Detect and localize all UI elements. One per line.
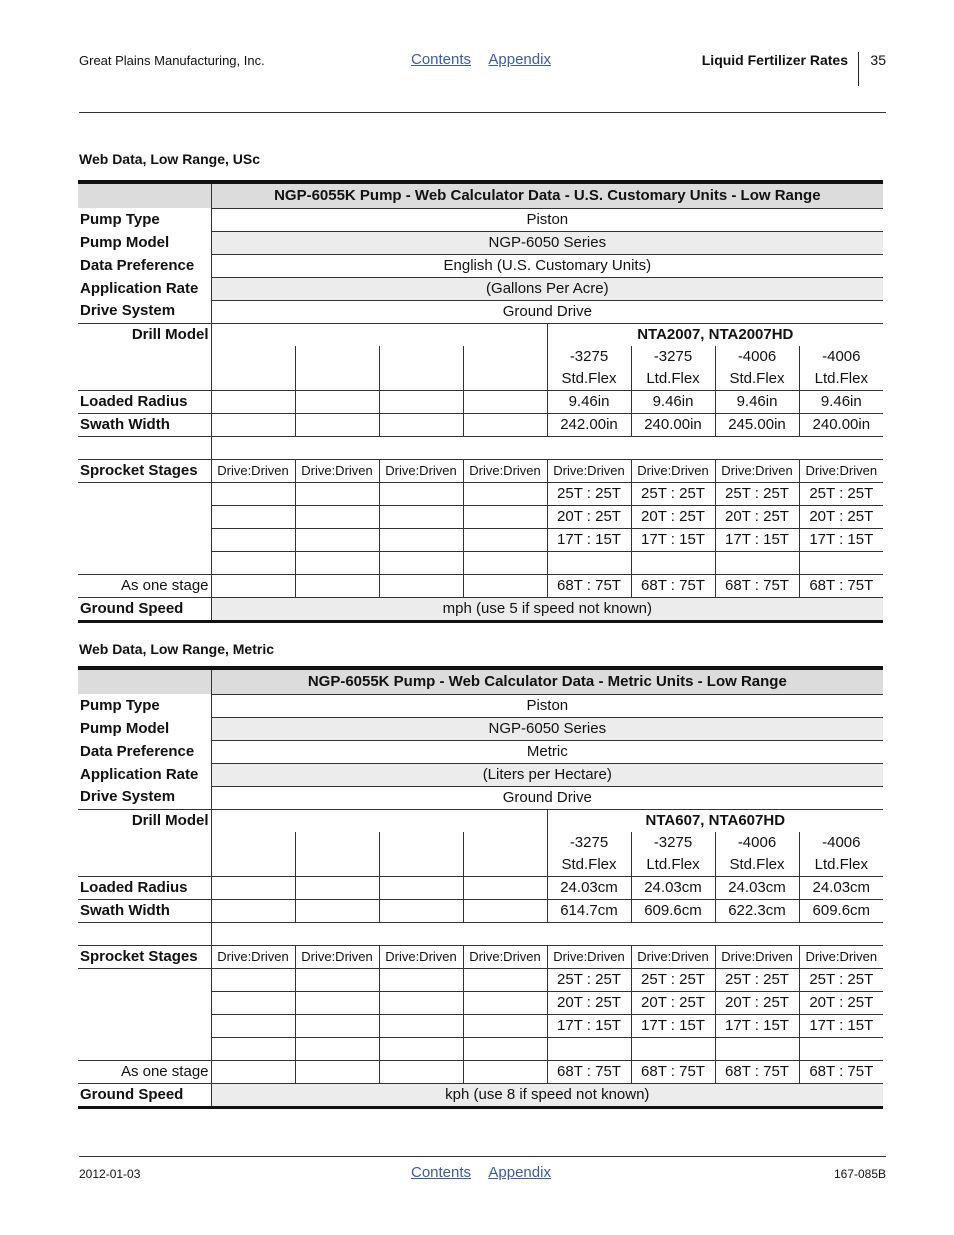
ground-speed-value: mph (use 5 if speed not known) <box>211 597 883 621</box>
pump-type-value: Piston <box>211 208 883 231</box>
empty-cell <box>379 876 463 899</box>
empty-cell <box>211 899 295 922</box>
table-title: NGP-6055K Pump - Web Calculator Data - Metric Units - Low Range <box>211 668 883 694</box>
metric-subtitle: Web Data, Low Range, Metric <box>79 641 274 657</box>
empty-cell <box>211 390 295 413</box>
empty-cell <box>211 551 295 574</box>
empty-cell <box>463 899 547 922</box>
value-cell: 20T : 25T <box>715 991 799 1014</box>
empty-cell <box>379 368 463 391</box>
value-cell: 68T : 75T <box>547 574 631 597</box>
empty-cell <box>295 899 379 922</box>
empty-cell <box>463 968 547 991</box>
empty-cell <box>295 368 379 391</box>
value-cell: 20T : 25T <box>799 505 883 528</box>
footer-contents-link[interactable]: Contents <box>411 1164 472 1181</box>
page-footer <box>79 1164 886 1188</box>
empty-cell <box>78 991 211 1014</box>
value-cell: -3275 <box>631 346 715 368</box>
empty-cell <box>463 346 547 368</box>
application-rate-label: Application Rate <box>80 279 199 297</box>
value-cell: 25T : 25T <box>547 482 631 505</box>
pump-type-label: Pump Type <box>80 696 160 714</box>
pump-model-value: NGP-6050 Series <box>211 717 883 740</box>
data-preference-value: Metric <box>211 740 883 763</box>
value-cell: 68T : 75T <box>547 1060 631 1083</box>
swath-width-label: Swath Width <box>78 413 211 436</box>
empty-cell <box>211 968 295 991</box>
empty-cell <box>463 832 547 854</box>
empty-cell <box>78 1014 211 1037</box>
page-header <box>79 48 886 88</box>
value-cell: 20T : 25T <box>631 505 715 528</box>
value-cell: -3275 <box>547 346 631 368</box>
ground-speed-label: Ground Speed <box>78 597 211 621</box>
empty-cell <box>379 991 463 1014</box>
drive-driven-header: Drive:Driven <box>547 459 631 482</box>
footer-rule <box>79 1156 886 1157</box>
empty-cell <box>295 551 379 574</box>
value-cell: 9.46in <box>631 390 715 413</box>
empty-cell <box>463 574 547 597</box>
drive-driven-header: Drive:Driven <box>379 945 463 968</box>
drive-driven-header: Drive:Driven <box>631 459 715 482</box>
header-divider <box>858 52 859 86</box>
empty-cell <box>463 482 547 505</box>
contents-link[interactable]: Contents <box>411 51 472 68</box>
drill-model-value: NTA607, NTA607HD <box>547 809 883 832</box>
value-cell: 25T : 25T <box>715 968 799 991</box>
drive-driven-header: Drive:Driven <box>211 945 295 968</box>
empty-cell <box>295 1060 379 1083</box>
empty-cell <box>78 551 211 574</box>
empty-cell <box>379 505 463 528</box>
drive-system-value: Ground Drive <box>211 786 883 809</box>
empty-cell <box>463 505 547 528</box>
empty-cell <box>211 991 295 1014</box>
empty-cell <box>379 1014 463 1037</box>
empty-cell <box>379 1060 463 1083</box>
value-cell: 68T : 75T <box>715 1060 799 1083</box>
ground-speed-value: kph (use 8 if speed not known) <box>211 1083 883 1107</box>
drive-driven-header: Drive:Driven <box>463 459 547 482</box>
footer-date: 2012-01-03 <box>79 1167 141 1181</box>
value-cell: 68T : 75T <box>799 1060 883 1083</box>
empty-cell <box>799 1037 883 1060</box>
value-cell: Ltd.Flex <box>631 854 715 877</box>
value-cell: 25T : 25T <box>799 482 883 505</box>
value-cell: 240.00in <box>799 413 883 436</box>
corner-cell <box>78 182 211 208</box>
drive-driven-header: Drive:Driven <box>211 459 295 482</box>
table-title: NGP-6055K Pump - Web Calculator Data - U.S. Customary Units - Low Range <box>211 182 883 208</box>
value-cell: 20T : 25T <box>799 991 883 1014</box>
empty-cell <box>211 413 295 436</box>
value-cell: Std.Flex <box>715 854 799 877</box>
empty-cell <box>295 505 379 528</box>
empty-cell <box>295 346 379 368</box>
empty-cell <box>295 1037 379 1060</box>
value-cell: 25T : 25T <box>631 968 715 991</box>
empty-cell <box>379 899 463 922</box>
application-rate-value: (Liters per Hectare) <box>211 763 883 786</box>
empty-cell <box>379 551 463 574</box>
empty-cell <box>211 574 295 597</box>
empty-cell <box>463 528 547 551</box>
empty-cell <box>463 390 547 413</box>
empty-cell <box>547 551 631 574</box>
empty-cell <box>211 1060 295 1083</box>
empty-cell <box>379 390 463 413</box>
drive-driven-header: Drive:Driven <box>715 945 799 968</box>
empty-cell <box>379 968 463 991</box>
empty-cell <box>78 436 211 459</box>
value-cell: 240.00in <box>631 413 715 436</box>
data-preference-value: English (U.S. Customary Units) <box>211 254 883 277</box>
value-cell: -4006 <box>715 346 799 368</box>
empty-cell <box>78 505 211 528</box>
empty-cell <box>295 413 379 436</box>
empty-cell <box>631 1037 715 1060</box>
drive-system-label: Drive System <box>78 786 211 809</box>
value-cell: 68T : 75T <box>631 1060 715 1083</box>
empty-cell <box>295 528 379 551</box>
empty-cell <box>211 323 547 346</box>
drill-model-value: NTA2007, NTA2007HD <box>547 323 883 346</box>
empty-cell <box>78 854 211 877</box>
value-cell: 24.03cm <box>799 876 883 899</box>
section-title: Liquid Fertilizer Rates <box>701 52 848 68</box>
empty-cell <box>547 1037 631 1060</box>
value-cell: 17T : 15T <box>547 1014 631 1037</box>
drive-system-label: Drive System <box>78 300 211 323</box>
value-cell: 68T : 75T <box>631 574 715 597</box>
empty-cell <box>211 876 295 899</box>
value-cell: 9.46in <box>715 390 799 413</box>
pump-type-value: Piston <box>211 694 883 717</box>
value-cell: -3275 <box>631 832 715 854</box>
empty-cell <box>379 1037 463 1060</box>
metric-web-data-table <box>78 666 883 1109</box>
company-name: Great Plains Manufacturing, Inc. <box>79 53 265 68</box>
value-cell: 609.6cm <box>799 899 883 922</box>
value-cell: -3275 <box>547 832 631 854</box>
value-cell: Ltd.Flex <box>799 854 883 877</box>
pump-type-label: Pump Type <box>80 210 160 228</box>
value-cell: 24.03cm <box>547 876 631 899</box>
empty-cell <box>799 551 883 574</box>
corner-cell <box>78 668 211 694</box>
value-cell: 9.46in <box>799 390 883 413</box>
drive-driven-header: Drive:Driven <box>631 945 715 968</box>
drive-driven-header: Drive:Driven <box>715 459 799 482</box>
loaded-radius-label: Loaded Radius <box>78 390 211 413</box>
value-cell: Ltd.Flex <box>799 368 883 391</box>
empty-cell <box>463 876 547 899</box>
empty-cell <box>295 482 379 505</box>
doc-number: 167-085B <box>833 1167 886 1181</box>
drive-driven-header: Drive:Driven <box>379 459 463 482</box>
empty-cell <box>715 1037 799 1060</box>
empty-cell <box>78 832 211 854</box>
page-number: 35 <box>870 52 886 68</box>
value-cell: 609.6cm <box>631 899 715 922</box>
drive-system-value: Ground Drive <box>211 300 883 323</box>
empty-cell <box>78 922 211 945</box>
sprocket-stages-label: Sprocket Stages <box>78 945 211 968</box>
empty-cell <box>379 413 463 436</box>
empty-cell <box>379 832 463 854</box>
value-cell: 25T : 25T <box>631 482 715 505</box>
value-cell: 68T : 75T <box>799 574 883 597</box>
empty-cell <box>463 854 547 877</box>
empty-cell <box>463 1060 547 1083</box>
empty-cell <box>295 574 379 597</box>
value-cell: 242.00in <box>547 413 631 436</box>
empty-cell <box>295 968 379 991</box>
value-cell: -4006 <box>799 346 883 368</box>
empty-cell <box>78 968 211 991</box>
drive-driven-header: Drive:Driven <box>799 459 883 482</box>
empty-cell <box>211 482 295 505</box>
drive-driven-header: Drive:Driven <box>295 459 379 482</box>
drive-driven-header: Drive:Driven <box>295 945 379 968</box>
value-cell: 20T : 25T <box>715 505 799 528</box>
data-preference-label: Data Preference <box>80 256 195 274</box>
header-rule <box>79 112 886 113</box>
value-cell: Std.Flex <box>715 368 799 391</box>
empty-cell <box>78 482 211 505</box>
empty-cell <box>78 368 211 391</box>
value-cell: Std.Flex <box>547 854 631 877</box>
empty-cell <box>78 528 211 551</box>
value-cell: 25T : 25T <box>547 968 631 991</box>
value-cell: 68T : 75T <box>715 574 799 597</box>
value-cell: Ltd.Flex <box>631 368 715 391</box>
empty-cell <box>78 1037 211 1060</box>
sprocket-stages-label: Sprocket Stages <box>78 459 211 482</box>
empty-cell <box>379 482 463 505</box>
appendix-link[interactable]: Appendix <box>488 51 551 68</box>
empty-cell <box>295 832 379 854</box>
empty-cell <box>295 991 379 1014</box>
usc-subtitle: Web Data, Low Range, USc <box>79 151 260 167</box>
value-cell: Std.Flex <box>547 368 631 391</box>
empty-cell <box>211 832 295 854</box>
empty-cell <box>463 368 547 391</box>
footer-nav <box>411 1164 565 1181</box>
empty-cell <box>463 551 547 574</box>
footer-appendix-link[interactable]: Appendix <box>488 1164 551 1181</box>
empty-cell <box>379 528 463 551</box>
application-rate-label: Application Rate <box>80 765 199 783</box>
empty-cell <box>211 1014 295 1037</box>
empty-cell <box>379 574 463 597</box>
empty-cell <box>211 505 295 528</box>
value-cell: 24.03cm <box>715 876 799 899</box>
header-nav <box>411 51 565 68</box>
empty-cell <box>211 368 295 391</box>
ground-speed-label: Ground Speed <box>78 1083 211 1107</box>
empty-cell <box>463 1014 547 1037</box>
empty-cell <box>463 413 547 436</box>
application-rate-value: (Gallons Per Acre) <box>211 277 883 300</box>
value-cell: 245.00in <box>715 413 799 436</box>
empty-cell <box>463 1037 547 1060</box>
drive-driven-header: Drive:Driven <box>799 945 883 968</box>
data-preference-label: Data Preference <box>80 742 195 760</box>
pump-model-label: Pump Model <box>80 233 170 251</box>
value-cell: 20T : 25T <box>547 991 631 1014</box>
value-cell: 622.3cm <box>715 899 799 922</box>
value-cell: -4006 <box>799 832 883 854</box>
empty-cell <box>211 346 295 368</box>
swath-width-label: Swath Width <box>78 899 211 922</box>
loaded-radius-label: Loaded Radius <box>78 876 211 899</box>
drill-model-label: Drill Model <box>131 811 209 829</box>
drive-driven-header: Drive:Driven <box>463 945 547 968</box>
value-cell: 17T : 15T <box>547 528 631 551</box>
drive-driven-header: Drive:Driven <box>547 945 631 968</box>
one-stage-label: As one stage <box>78 574 211 597</box>
one-stage-label: As one stage <box>78 1060 211 1083</box>
value-cell: 17T : 15T <box>799 528 883 551</box>
value-cell: 17T : 15T <box>715 1014 799 1037</box>
value-cell: 20T : 25T <box>547 505 631 528</box>
value-cell: 17T : 15T <box>631 528 715 551</box>
empty-cell <box>295 390 379 413</box>
value-cell: 17T : 15T <box>799 1014 883 1037</box>
value-cell: 25T : 25T <box>715 482 799 505</box>
value-cell: 9.46in <box>547 390 631 413</box>
usc-web-data-table <box>78 180 883 623</box>
value-cell: 24.03cm <box>631 876 715 899</box>
empty-cell <box>295 876 379 899</box>
empty-cell <box>463 991 547 1014</box>
value-cell: 614.7cm <box>547 899 631 922</box>
empty-cell <box>211 1037 295 1060</box>
pump-model-value: NGP-6050 Series <box>211 231 883 254</box>
empty-cell <box>631 551 715 574</box>
empty-cell <box>211 854 295 877</box>
empty-cell <box>379 854 463 877</box>
spacer-cell <box>211 922 883 945</box>
empty-cell <box>715 551 799 574</box>
empty-cell <box>295 1014 379 1037</box>
empty-cell <box>78 346 211 368</box>
empty-cell <box>379 346 463 368</box>
drill-model-label: Drill Model <box>131 325 209 343</box>
empty-cell <box>211 528 295 551</box>
value-cell: 20T : 25T <box>631 991 715 1014</box>
value-cell: 17T : 15T <box>631 1014 715 1037</box>
value-cell: -4006 <box>715 832 799 854</box>
value-cell: 25T : 25T <box>799 968 883 991</box>
empty-cell <box>211 809 547 832</box>
pump-model-label: Pump Model <box>80 719 170 737</box>
empty-cell <box>295 854 379 877</box>
spacer-cell <box>211 436 883 459</box>
value-cell: 17T : 15T <box>715 528 799 551</box>
